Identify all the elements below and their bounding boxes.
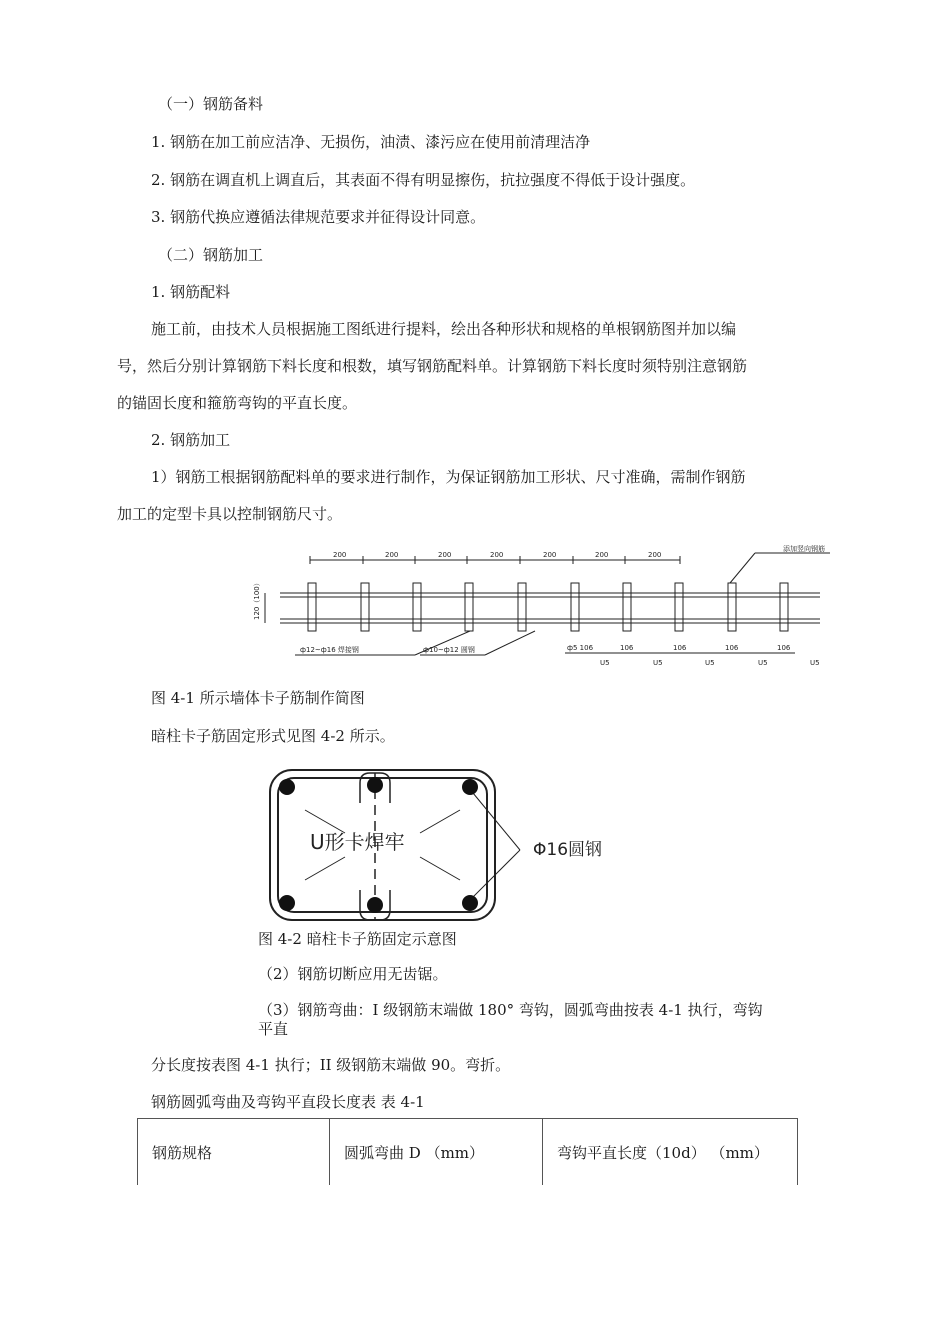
- section-heading-1: （一）钢筋备料: [158, 95, 264, 113]
- paragraph: 3. 钢筋代换应遵循法律规范要求并征得设计同意。: [151, 208, 486, 226]
- table-header-row: [138, 1119, 798, 1186]
- paragraph: 1. 钢筋在加工前应洁净、无损伤，油渍、漆污应在使用前清理洁净: [151, 133, 591, 151]
- bottom-mark: U5: [758, 659, 768, 667]
- subheading: 1. 钢筋配料: [151, 283, 231, 301]
- dimension-label: 200: [490, 551, 504, 559]
- bottom-dimension: 106: [777, 644, 791, 652]
- section-heading-2: （二）钢筋加工: [158, 246, 264, 264]
- table-header-cell: 弯钩平直长度（10d） （mm）: [543, 1119, 798, 1186]
- dimension-label: 200: [595, 551, 609, 559]
- bottom-dimension: ф5 106: [567, 644, 594, 652]
- figure-wall-clip-bar-diagram: [255, 545, 830, 675]
- figure-caption: 图 4-1 所示墙体卡子筋制作简图: [151, 689, 365, 707]
- paragraph: （3）钢筋弯曲：I 级钢筋末端做 180° 弯钩，圆弧弯曲按表 4-1 执行，弯钩: [258, 1001, 763, 1019]
- table-header-cell: 圆弧弯曲 D （mm）: [330, 1119, 543, 1186]
- table-header-cell: 钢筋规格: [138, 1119, 330, 1186]
- paragraph: （2）钢筋切断应用无齿锯。: [258, 965, 448, 983]
- bottom-mark: U5: [705, 659, 715, 667]
- label-round-rebar: ф10~ф12 圆钢: [423, 646, 475, 654]
- paragraph: 加工的定型卡具以控制钢筋尺寸。: [117, 505, 343, 523]
- bottom-dimension: 106: [725, 644, 739, 652]
- spec-table: [137, 1118, 798, 1185]
- bottom-mark: U5: [653, 659, 663, 667]
- paragraph: 分长度按表图 4-1 执行；II 级钢筋末端做 90。弯折。: [151, 1056, 511, 1074]
- dimension-label: 200: [648, 551, 662, 559]
- clip-bars: [308, 583, 788, 631]
- figure-caption: 图 4-2 暗柱卡子筋固定示意图: [258, 930, 457, 948]
- bottom-mark: U5: [600, 659, 610, 667]
- paragraph: 号，然后分别计算钢筋下料长度和根数，填写钢筋配料单。计算钢筋下料长度时须特别注意钢筋: [117, 357, 748, 375]
- figure-hidden-column-clip-diagram: [265, 765, 625, 925]
- paragraph: 平直: [258, 1020, 289, 1038]
- label-weld-rebar: ф12~ф16 焊接钢: [300, 646, 359, 654]
- bottom-dimension: 106: [673, 644, 687, 652]
- paragraph: 1）钢筋工根据钢筋配料单的要求进行制作，为保证钢筋加工形状、尺寸准确，需制作钢筋: [151, 468, 746, 486]
- paragraph: 2. 钢筋在调直机上调直后，其表面不得有明显擦伤，抗拉强度不得低于设计强度。: [151, 171, 696, 189]
- label-u-clip: U形卡焊牢: [310, 830, 405, 854]
- dimension-label: 200: [385, 551, 399, 559]
- table-title: 钢筋圆弧弯曲及弯钩平直段长度表 表 4-1: [151, 1093, 425, 1111]
- paragraph: 的锚固长度和箍筋弯钩的平直长度。: [117, 394, 358, 412]
- bottom-dimension: 106: [620, 644, 634, 652]
- paragraph: 施工前，由技术人员根据施工图纸进行提料，绘出各种形状和规格的单根钢筋图并加以编: [151, 320, 737, 338]
- paragraph: 暗柱卡子筋固定形式见图 4-2 所示。: [151, 727, 395, 745]
- label-spacing: 120（100）: [253, 579, 261, 620]
- label-rebar-16: Φ16圆钢: [533, 840, 603, 860]
- dimension-label: 200: [543, 551, 557, 559]
- dimension-label: 200: [438, 551, 452, 559]
- bottom-mark: U5: [810, 659, 820, 667]
- subheading: 2. 钢筋加工: [151, 431, 231, 449]
- label-vertical-rebar: 添加竖向钢筋: [783, 545, 825, 553]
- dimension-label: 200: [333, 551, 347, 559]
